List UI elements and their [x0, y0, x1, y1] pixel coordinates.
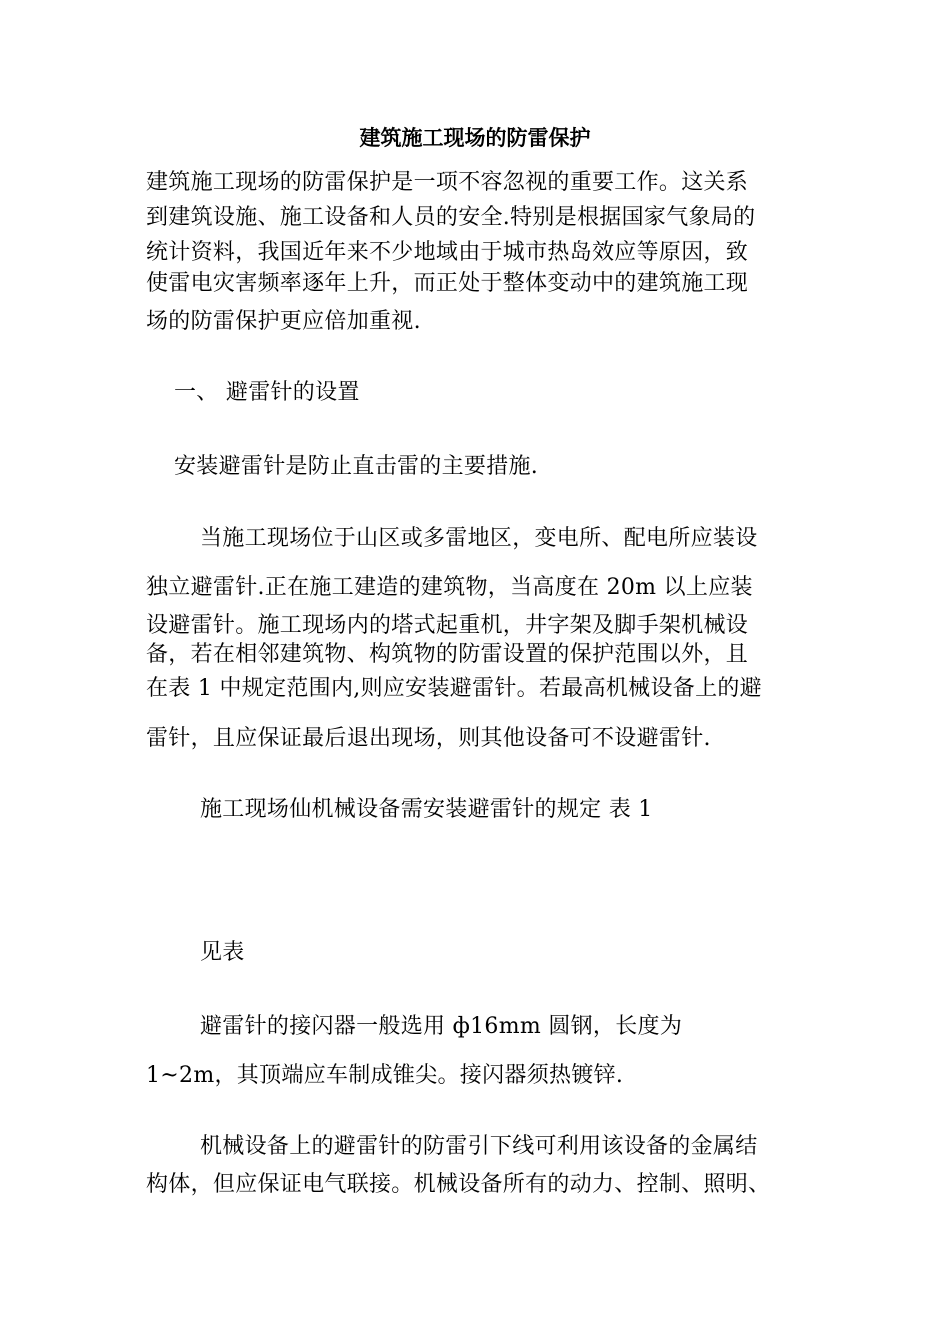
paragraph-line: 避雷针的接闪器一般选用 ф16mm 圆钢，长度为	[200, 1014, 683, 1039]
intro-line: 场的防雷保护更应倍加重视.	[146, 309, 421, 334]
paragraph-line: 设避雷针。施工现场内的塔式起重机，井字架及脚手架机械设	[146, 613, 749, 638]
section-heading: 一、 避雷针的设置	[174, 380, 360, 405]
paragraph-line: 1~2m，其顶端应车制成锥尖。接闪器须热镀锌.	[146, 1063, 624, 1088]
intro-line: 到建筑设施、施工设备和人员的安全.特别是根据国家气象局的	[146, 205, 756, 230]
paragraph-line: 备，若在相邻建筑物、构筑物的防雷设置的保护范围以外，且	[146, 642, 749, 667]
paragraph-line: 独立避雷针.正在施工建造的建筑物，当高度在 20m 以上应装	[146, 575, 753, 600]
paragraph-line: 雷针，且应保证最后退出现场，则其他设备可不设避雷针.	[146, 726, 711, 751]
paragraph-line: 在表 1 中规定范围内,则应安装避雷针。若最高机械设备上的避	[146, 676, 762, 701]
paragraph-line: 机械设备上的避雷针的防雷引下线可利用该设备的金属结	[200, 1134, 758, 1159]
paragraph-line: 构体，但应保证电气联接。机械设备所有的动力、控制、照明、	[146, 1172, 771, 1197]
table-caption: 施工现场仙机械设备需安装避雷针的规定 表 1	[200, 797, 653, 822]
see-table-note: 见表	[200, 940, 245, 965]
section-measure: 安装避雷针是防止直击雷的主要措施.	[174, 454, 539, 479]
document-title: 建筑施工现场的防雷保护	[359, 125, 591, 150]
intro-line: 建筑施工现场的防雷保护是一项不容忽视的重要工作。这关系	[146, 170, 749, 195]
paragraph-line: 当施工现场位于山区或多雷地区，变电所、配电所应装设	[200, 526, 758, 551]
intro-line: 统计资料，我国近年来不少地域由于城市热岛效应等原因，致	[146, 240, 749, 265]
intro-line: 使雷电灾害频率逐年上升，而正处于整体变动中的建筑施工现	[146, 271, 749, 296]
